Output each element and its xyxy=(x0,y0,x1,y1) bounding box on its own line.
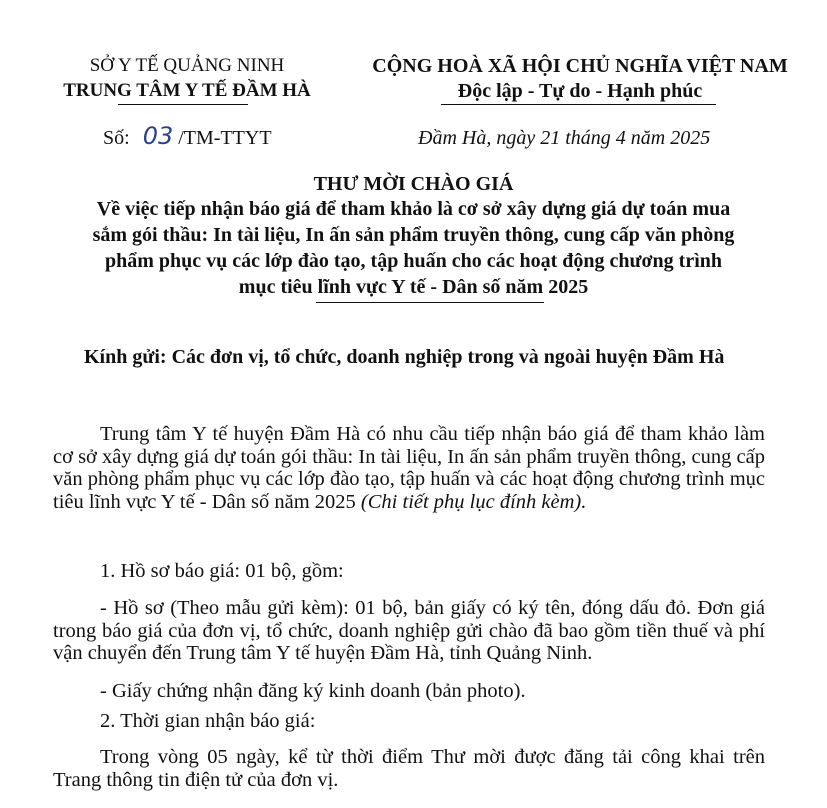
section2-text: Trong vòng 05 ngày, kể từ thời điểm Thư mời được đăng tải công khai trên Trang thông tin điện tử của đơn vị. xyxy=(53,746,765,791)
intro-appendix-note: (Chi tiết phụ lục đính kèm). xyxy=(360,490,587,513)
subject-underline xyxy=(316,302,544,303)
document-title: THƯ MỜI CHÀO GIÁ xyxy=(313,173,514,195)
motto-underline xyxy=(441,104,716,105)
intro-paragraph xyxy=(53,423,765,513)
doc-number-prefix: Số: xyxy=(103,127,130,149)
country-name: CỘNG HOÀ XÃ HỘI CHỦ NGHĨA VIỆT NAM xyxy=(372,55,788,77)
section1-item: - Giấy chứng nhận đăng ký kinh doanh (bản photo). xyxy=(100,680,526,702)
place-date: Đầm Hà, ngày 21 tháng 4 năm 2025 xyxy=(418,127,711,149)
subject-line: sắm gói thầu: In tài liệu, In ấn sản phẩm truyền thông, cung cấp văn phòng xyxy=(92,224,735,246)
doc-number-suffix: /TM-TTYT xyxy=(178,127,272,149)
subject-line: mục tiêu lĩnh vực Y tế - Dân số năm 2025 xyxy=(238,276,589,298)
intro-text: Trung tâm Y tế huyện Đầm Hà có nhu cầu tiếp nhận báo giá để tham khảo làm cơ sở xây dựng giá dự toán gói thầu: In tài liệu, In ấn sản phẩm truyền thông, cung cấp văn phòng phẩm phục vụ các lớp đào tạo, tập huấn và các hoạt động chương trình mục tiêu lĩnh vực Y tế - Dân số năm 2025 xyxy=(53,423,765,513)
section1-title: 1. Hồ sơ báo giá: 01 bộ, gồm: xyxy=(100,560,344,582)
agency-name: TRUNG TÂM Y TẾ ĐẦM HÀ xyxy=(63,80,311,101)
subject-line: phẩm phục vụ các lớp đào tạo, tập huấn cho các hoạt động chương trình xyxy=(104,250,723,272)
section1-item: - Hồ sơ (Theo mẫu gửi kèm): 01 bộ, bản giấy có ký tên, đóng dấu đỏ. Đơn giá trong báo giá của đơn vị, tổ chức, doanh nghiệp gửi chào đã bao gồm tiền thuế và phí vận chuyển đến Trung tâm Y tế huyện Đầm Hà, tỉnh Quảng Ninh. xyxy=(53,597,765,664)
section2-title: 2. Thời gian nhận báo giá: xyxy=(100,710,316,732)
agency-parent: SỞ Y TẾ QUẢNG NINH xyxy=(89,55,285,76)
motto: Độc lập - Tự do - Hạnh phúc xyxy=(457,80,703,102)
doc-number xyxy=(103,122,272,150)
recipient: Kính gửi: Các đơn vị, tổ chức, doanh nghiệp trong và ngoài huyện Đầm Hà xyxy=(84,346,725,368)
subject-line: Về việc tiếp nhận báo giá để tham khảo là cơ sở xây dựng giá dự toán mua xyxy=(96,198,731,220)
agency-underline xyxy=(118,104,248,105)
doc-number-handwritten: 03 xyxy=(142,122,174,150)
